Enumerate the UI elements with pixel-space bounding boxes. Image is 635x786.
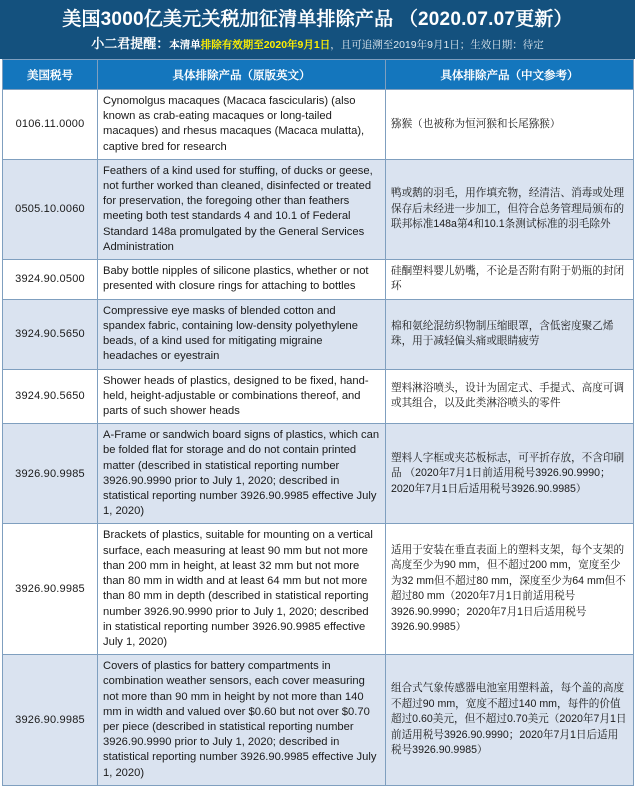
table-row <box>3 159 634 259</box>
banner-subtitle <box>0 36 635 53</box>
column-header-product-chinese: 具体排除产品（中文参考） <box>386 60 634 90</box>
cell-tariff-code: 3926.90.9985 <box>3 424 98 524</box>
cell-product-english: Brackets of plastics, suitable for mounting on a vertical surface, each measuring at least 90 mm but not more than 200 mm in height, at least 32 mm but not more than 80 mm in width and at least 64 mm but not more than 80 mm in depth (described in statistical reporting number 3926.90.9990 prior to July 1, 2020; described in statistical reporting number 3926.90.9985 effective July 1, 2020) <box>98 524 386 655</box>
cell-product-chinese: 鸭或鹅的羽毛，用作填充物，经清洁、消毒或处理保存后未经进一步加工，但符合总务管理局颁布的联邦标准148a第4和10.1条测试标准的羽毛除外 <box>386 159 634 259</box>
table-header <box>3 60 634 90</box>
cell-tariff-code: 3924.90.0500 <box>3 260 98 300</box>
table-row <box>3 299 634 369</box>
subtitle-normal: 本清单 <box>169 39 201 51</box>
table-row <box>3 260 634 300</box>
table-row <box>3 524 634 655</box>
subtitle-lead: 小二君提醒： <box>91 36 170 51</box>
cell-tariff-code: 3926.90.9985 <box>3 655 98 786</box>
table-row <box>3 90 634 160</box>
subtitle-tail: ，且可追溯至2019年9月1日；生效日期：待定 <box>330 39 544 51</box>
cell-product-english: Covers of plastics for battery compartments in combination weather sensors, each cover measuring not more than 90 mm in height by not more than 140 mm in width and valued over $0.60 but not over $0.70 per piece (described in statistical reporting number 3926.90.9990 prior to July 1, 2020; described in statistical reporting number 3926.90.9985 effective July 1, 2020) <box>98 655 386 786</box>
cell-product-chinese: 适用于安装在垂直表面上的塑料支架，每个支架的高度至少为90 mm，但不超过200 mm，宽度至少为32 mm但不超过80 mm，深度至少为64 mm但不超过80 mm（2020年7月1日前适用税号3926.90.9990；2020年7月1日后适用税号3926.90.9985） <box>386 524 634 655</box>
cell-product-chinese: 猕猴（也被称为恒河猴和长尾猕猴） <box>386 90 634 160</box>
cell-product-chinese: 硅酮塑料婴儿奶嘴，不论是否附有附于奶瓶的封闭环 <box>386 260 634 300</box>
cell-product-chinese: 棉和氨纶混纺织物制压缩眼罩，含低密度聚乙烯珠，用于减轻偏头痛或眼睛疲劳 <box>386 299 634 369</box>
subtitle-highlight: 排除有效期至2020年9月1日 <box>200 39 331 51</box>
table-container <box>0 59 635 786</box>
cell-tariff-code: 3924.90.5650 <box>3 369 98 424</box>
cell-product-english: Shower heads of plastics, designed to be fixed, hand-held, height-adjustable or combinations thereof, and parts of such shower heads <box>98 369 386 424</box>
cell-product-english: Cynomolgus macaques (Macaca fascicularis) (also known as crab-eating macaques or long-tailed macaques) and rhesus macaques (Macaca mulatta), captive bred for research <box>98 90 386 160</box>
cell-product-chinese: 组合式气象传感器电池室用塑料盖，每个盖的高度不超过90 mm，宽度不超过140 mm，每件的价值超过0.60美元，但不超过0.70美元（2020年7月1日前适用税号3926.90.9990；2020年7月1日后适用税号3926.90.9985） <box>386 655 634 786</box>
table-row <box>3 424 634 524</box>
banner <box>0 0 635 59</box>
cell-product-english: Baby bottle nipples of silicone plastics, whether or not presented with closure rings for attaching to bottles <box>98 260 386 300</box>
cell-product-chinese: 塑料淋浴喷头，设计为固定式、手提式、高度可调或其组合，以及此类淋浴喷头的零件 <box>386 369 634 424</box>
cell-tariff-code: 0505.10.0060 <box>3 159 98 259</box>
column-header-product-english: 具体排除产品（原版英文） <box>98 60 386 90</box>
cell-product-chinese: 塑料人字框或夹芯板标志，可平折存放，不含印刷品 （2020年7月1日前适用税号3926.90.9990； 2020年7月1日后适用税号3926.90.9985） <box>386 424 634 524</box>
cell-tariff-code: 3924.90.5650 <box>3 299 98 369</box>
cell-tariff-code: 3926.90.9985 <box>3 524 98 655</box>
exclusion-list-table <box>2 59 634 786</box>
cell-product-english: A-Frame or sandwich board signs of plastics, which can be folded flat for storage and do not contain printed matter (described in statistical reporting number 3926.90.9990 prior to July 1, 2020; described in statistical reporting number 3926.90.9985 effective July 1, 2020) <box>98 424 386 524</box>
table-header-row <box>3 60 634 90</box>
cell-product-english: Feathers of a kind used for stuffing, of ducks or geese, not further worked than cleaned, disinfected or treated for preservation, the foregoing other than feathers meeting both test standards 4 and 10.1 of Federal Standard 148a promulgated by the General Services Administration <box>98 159 386 259</box>
cell-tariff-code: 0106.11.0000 <box>3 90 98 160</box>
cell-product-english: Compressive eye masks of blended cotton and spandex fabric, containing low-density polyethylene beads, of a kind used for mitigating migraine headaches or eyestrain <box>98 299 386 369</box>
page-title: 美国3000亿美元关税加征清单排除产品 （2020.07.07更新） <box>62 9 573 30</box>
table-row <box>3 369 634 424</box>
column-header-tariff-code: 美国税号 <box>3 60 98 90</box>
table-row <box>3 655 634 786</box>
table-body <box>3 90 634 786</box>
